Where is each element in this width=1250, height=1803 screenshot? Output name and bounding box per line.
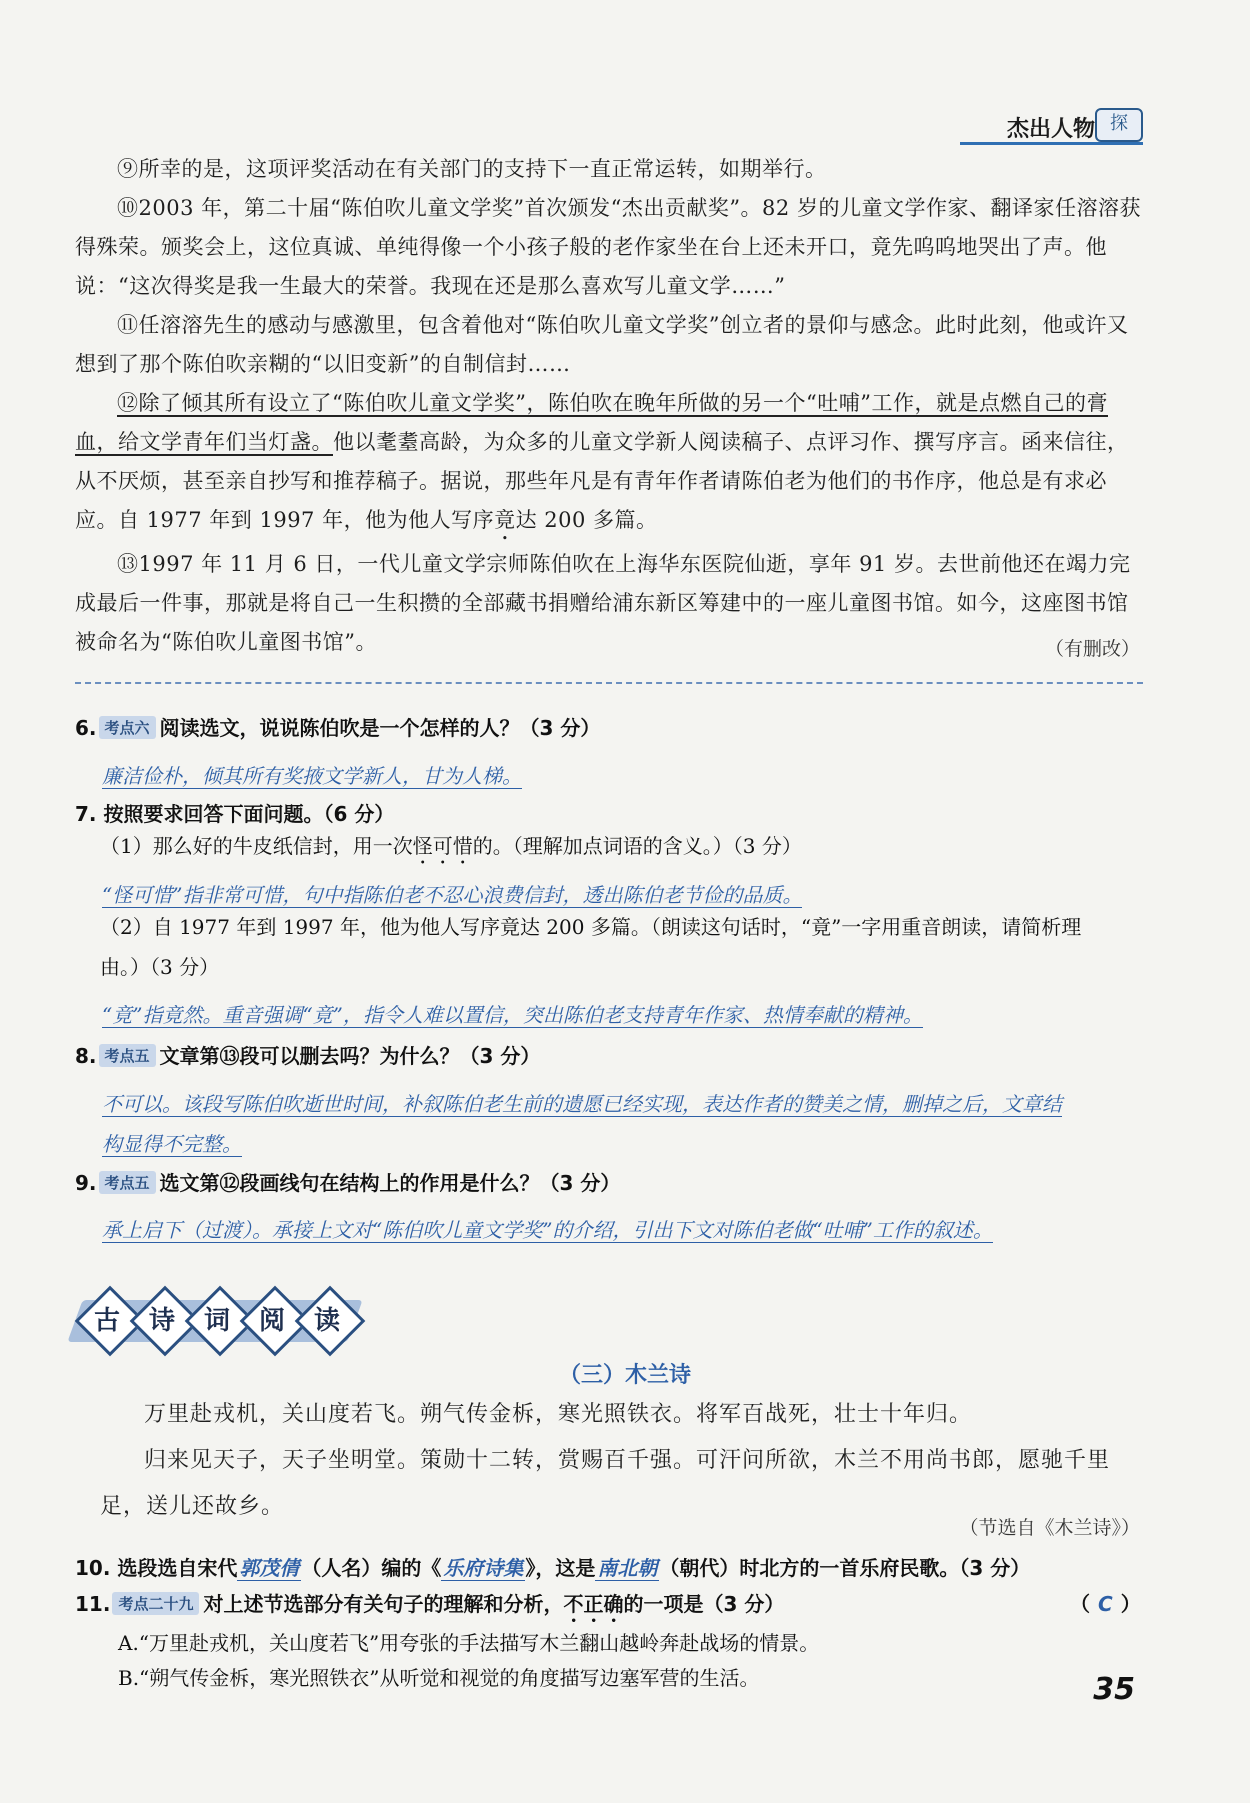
question-number: 6. xyxy=(75,716,97,740)
paragraph-12-end: 达 200 多篇。 xyxy=(515,508,658,532)
poem-line-1: 万里赴戎机，关山度若飞。朔气传金柝，寒光照铁衣。将军百战死，壮士十年归。 xyxy=(144,1402,973,1427)
poem-text xyxy=(100,1392,1150,1530)
banner-char: 古 xyxy=(93,1306,120,1336)
point-tag: 考点五 xyxy=(99,1044,156,1067)
answer-text-line2: 构显得不完整。 xyxy=(102,1132,242,1156)
answer-6 xyxy=(102,756,522,796)
poem-title: （三）木兰诗 xyxy=(558,1363,691,1388)
answer-bracket xyxy=(1070,1588,1141,1617)
answer-choice: C xyxy=(1098,1592,1113,1616)
question-11 xyxy=(75,1588,784,1627)
edit-note: （有删改） xyxy=(1044,638,1140,660)
question-number: 8. xyxy=(75,1044,97,1068)
poem-line-2: 归来见天子，天子坐明堂。策勋十二转，赏赐百千强。可汗问所欲，木兰不用尚书郎，愿驰千里足，送儿还故乡。 xyxy=(100,1448,1111,1519)
paragraph-11: ⑪任溶溶先生的感动与感激里，包含着他对“陈伯吹儿童文学奖”创立者的景仰与感念。此时此刻，他或许又想到了那个陈伯吹亲糊的“以旧变新”的自制信封…… xyxy=(75,313,1129,376)
question-7-2-line1: （2）自 1977 年到 1997 年，他为他人写序竟达 200 多篇。（朗读这句话时，“竟”一字用重音朗读，请简析理 xyxy=(100,915,1082,939)
q10-text-after: （朝代）时北方的一首乐府民歌。（3 分） xyxy=(659,1556,1031,1580)
sub-question-text-end: 的。（理解加点词语的含义。）（3 分） xyxy=(472,834,802,858)
dotted-word: 怪可惜 xyxy=(412,834,473,858)
question-text-end: 的一项是（3 分） xyxy=(623,1592,785,1616)
q10-text-mid1: （人名）编的《 xyxy=(301,1556,442,1580)
option-a: A.“万里赴戎机，关山度若飞”用夸张的手法描写木兰翻山越岭奔赴战场的情景。 xyxy=(118,1631,820,1655)
paragraph-12-rest: 他以耄耋高龄，为众多的儿童文学新人阅读稿子、点评习作、撰写序言。函来信往，从不厌烦，甚至亲自抄写和推荐稿子。据说，那些年凡是有青年作者请陈伯老为他们的书作序，他总是有求必应。自 1977 年到 1997 年，他为他人写序 xyxy=(75,430,1129,532)
answer-9 xyxy=(102,1210,993,1250)
section-banner xyxy=(75,1292,355,1350)
answer-text: “竟”指竟然。重音强调“竟”，指令人难以置信，突出陈伯老支持青年作家、热情奉献的精神。 xyxy=(102,1003,923,1027)
answer-7-2 xyxy=(102,995,923,1035)
question-number: 7. xyxy=(75,802,97,826)
banner-char: 读 xyxy=(313,1306,340,1336)
paragraph-9: ⑨所幸的是，这项评奖活动在有关部门的支持下一直正常运转，如期举行。 xyxy=(117,157,827,181)
underlined-sentence: ⑫除了倾其所有设立了“陈伯吹儿童文学奖”，陈伯吹在晚年所做的另一个“吐哺”工作，就是点燃自己的膏血，给文学青年们当灯盏。 xyxy=(75,391,1108,454)
poem-source: （节选自《木兰诗》） xyxy=(959,1517,1140,1539)
banner-char: 诗 xyxy=(148,1306,175,1336)
q10-answer-dynasty: 南北朝 xyxy=(597,1556,658,1580)
answer-text: “怪可惜”指非常可惜，句中指陈伯老不忍心浪费信封，透出陈伯老节俭的品质。 xyxy=(102,883,803,907)
q10-text-before: 10. 选段选自宋代 xyxy=(75,1556,238,1580)
answer-text-line1: 不可以。该段写陈伯吹逝世时间，补叙陈伯老生前的遗愿已经实现，表达作者的赞美之情，删掉之后，文章结 xyxy=(102,1092,1062,1116)
point-tag: 考点五 xyxy=(99,1171,156,1194)
question-9 xyxy=(75,1167,620,1196)
paragraph-12 xyxy=(75,384,1147,545)
header-rule xyxy=(960,142,1143,145)
dotted-word: 竟 xyxy=(494,508,516,532)
passage-text xyxy=(75,150,1147,662)
dotted-word: 不正确 xyxy=(563,1592,624,1616)
answer-text: 承上启下（过渡）。承接上文对“陈伯吹儿童文学奖”的介绍，引出下文对陈伯老做“吐哺”工作的叙述。 xyxy=(102,1218,993,1242)
bracket-open: （ xyxy=(1070,1592,1090,1616)
question-8 xyxy=(75,1040,540,1069)
question-6 xyxy=(75,712,600,741)
question-text: 按照要求回答下面问题。（6 分） xyxy=(103,802,395,826)
point-tag: 考点六 xyxy=(99,716,156,739)
point-tag: 考点二十九 xyxy=(112,1592,199,1615)
page-number: 35 xyxy=(1093,1672,1135,1707)
question-text: 阅读选文，说说陈伯吹是一个怎样的人？（3 分） xyxy=(159,716,601,740)
q10-answer-collection: 乐府诗集 xyxy=(443,1556,524,1580)
option-b: B.“朔气传金柝，寒光照铁衣”从听觉和视觉的角度描写边塞军营的生活。 xyxy=(118,1666,760,1690)
question-text: 对上述节选部分有关句子的理解和分析， xyxy=(203,1592,564,1616)
question-number: 11. xyxy=(75,1592,111,1616)
sub-question-text: （1）那么好的牛皮纸信封，用一次 xyxy=(100,834,413,858)
q10-answer-author: 郭茂倩 xyxy=(239,1556,300,1580)
section-divider xyxy=(75,682,1143,684)
banner-char: 阅 xyxy=(258,1306,285,1336)
header-logo-icon: 探 xyxy=(1095,108,1143,142)
header-title: 杰出人物 xyxy=(1006,117,1095,142)
bracket-close: ） xyxy=(1120,1592,1141,1616)
page-header xyxy=(963,108,1143,142)
question-7-1 xyxy=(100,827,802,869)
paragraph-13: ⑬1997 年 11 月 6 日，一代儿童文学宗师陈伯吹在上海华东医院仙逝，享年 91 岁。去世前他还在竭力完成最后一件事，那就是将自己一生积攒的全部藏书捐赠给浦东新区筹建中的一座儿童图书馆。如今，这座图书馆被命名为“陈伯吹儿童图书馆”。 xyxy=(75,552,1131,654)
paragraph-10: ⑩2003 年，第二十届“陈伯吹儿童文学奖”首次颁发“杰出贡献奖”。82 岁的儿童文学作家、翻译家任溶溶获得殊荣。颁奖会上，这位真诚、单纯得像一个小孩子般的老作家坐在台上还未开口，竟先呜呜地哭出了声。他说：“这次得奖是我一生最大的荣誉。我现在还是那么喜欢写儿童文学……” xyxy=(75,196,1141,298)
question-number: 9. xyxy=(75,1171,97,1195)
answer-text: 廉洁俭朴，倾其所有奖掖文学新人，甘为人梯。 xyxy=(102,764,522,788)
question-10 xyxy=(75,1552,1030,1581)
banner-char: 词 xyxy=(203,1306,230,1336)
question-text: 文章第⑬段可以删去吗？为什么？（3 分） xyxy=(159,1044,541,1068)
q10-text-mid2: 》，这是 xyxy=(525,1556,596,1580)
question-7-2-line2: 由。）（3 分） xyxy=(100,955,220,979)
question-text: 选文第⑫段画线句在结构上的作用是什么？（3 分） xyxy=(159,1171,621,1195)
question-7 xyxy=(75,798,394,827)
answer-8 xyxy=(102,1084,1142,1164)
